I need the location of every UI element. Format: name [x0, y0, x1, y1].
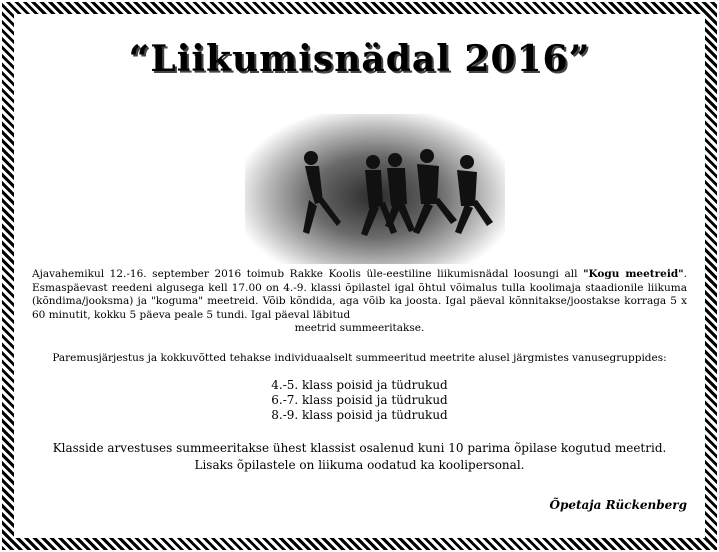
age-group-item: 4.-5. klass poisid ja tüdrukud — [271, 378, 448, 392]
age-groups-list — [14, 378, 705, 423]
intro-paragraph — [32, 268, 687, 336]
age-group-item: 8.-9. klass poisid ja tüdrukud — [271, 408, 448, 422]
intro-text-a: Ajavahemikul 12.-16. september 2016 toimub Rakke Koolis üle-eestiline liikumisnädal loosungi all — [32, 268, 584, 280]
runners-photo — [245, 114, 505, 264]
document-page — [14, 14, 705, 538]
ranking-paragraph: Paremusjärjestus ja kokkuvõtted tehakse individuaalselt summeeritud meetrite alusel järgmistes vanusegruppides: — [52, 352, 667, 364]
signature: Õpetaja Rückenberg — [549, 498, 687, 512]
age-group-item: 6.-7. klass poisid ja tüdrukud — [271, 393, 448, 407]
page-title: “Liikumisnädal 2016” — [128, 38, 591, 80]
class-paragraph: Klasside arvestuses summeeritakse ühest klassist osalenud kuni 10 parima õpilase kogutud meetrid. Lisaks õpilastele on liikuma oodatud ka koolipersonal. — [52, 441, 667, 472]
slogan-text: "Kogu meetreid" — [583, 268, 684, 280]
intro-text-last: meetrid summeeritakse. — [294, 322, 425, 334]
intro-text-b: . Esmaspäevast reedeni algusega kell 17.00 on 4.-9. klassi õpilastel igal õhtul võimalus tulla koolimaja staadionile liikuma (kõndima/jooksma) ja "koguma" meetreid. Võib kõndida, aga võib ka joosta. Igal päeval kõnnitakse/joostakse korraga 5 x 60 minutit, kokku 5 päeva peale 5 tundi. Igal päeval läbitud — [32, 268, 687, 321]
